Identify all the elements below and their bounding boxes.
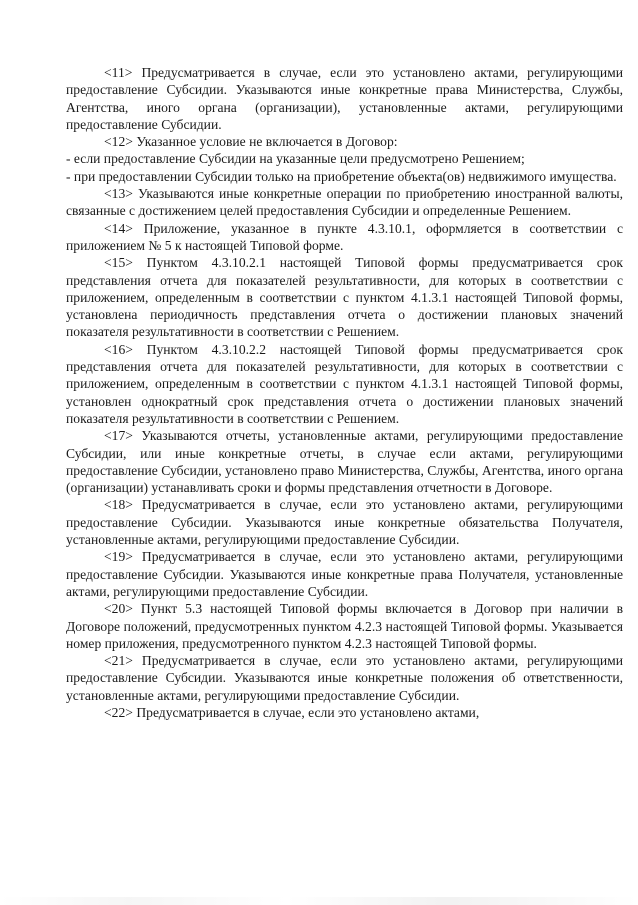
footnote-21: <21> Предусматривается в случае, если это установлено актами, регулирующими предоставление Субсидии. Указываются иные конкретные положения об ответственности, установленные актами, регулирующими предоставление Субсидии. <box>66 653 623 703</box>
footnote-12: <12> Указанное условие не включается в Договор: <box>104 134 398 150</box>
scan-edge-artifact <box>0 897 638 905</box>
footnote-11: <11> Предусматривается в случае, если это установлено актами, регулирующими предоставление Субсидии. Указываются иные конкретные права Министерства, Службы, Агентства, иного органа (организации), установленные актами, регулирующими предоставление Субсидии. <box>66 65 623 132</box>
footnote-17: <17> Указываются отчеты, установленные актами, регулирующими предоставление Субсидии, или иные конкретные отчеты, в случае если актами, регулирующими предоставление Субсидии, установлено право Министерства, Службы, Агентства, иного органа (организации) устанавливать сроки и формы представления отчетности в Договоре. <box>66 428 623 496</box>
footnote-19: <19> Предусматривается в случае, если это установлено актами, регулирующими предоставление Субсидии. Указываются иные конкретные права Получателя, установленные актами, регулирующими предоставление Субсидии. <box>66 549 623 599</box>
footnote-15: <15> Пунктом 4.3.10.2.1 настоящей Типовой формы предусматривается срок представления отчета для показателей результативности, для которых в соответствии с приложением, определенным в соответствии с пунктом 4.1.3.1 настоящей Типовой формы, установлена периодичность представления отчета о достижении плановых значений показателя результативности в соответствии с Решением. <box>66 255 623 340</box>
footnote-20: <20> Пункт 5.3 настоящей Типовой формы включается в Договор при наличии в Договоре положений, предусмотренных пунктом 4.2.3 настоящей Типовой формы. Указывается номер приложения, предусмотренного пунктом 4.2.3 настоящей Типовой формы. <box>66 601 623 651</box>
footnote-12-item-2: - при предоставлении Субсидии только на приобретение объекта(ов) недвижимого имущества. <box>66 168 617 184</box>
footnote-14: <14> Приложение, указанное в пункте 4.3.10.1, оформляется в соответствии с приложением № 5 к настоящей Типовой форме. <box>66 220 623 253</box>
footnote-16: <16> Пунктом 4.3.10.2.2 настоящей Типовой формы предусматривается срок представления отчета для показателей результативности, для которых в соответствии с приложением, определенным в соответствии с пунктом 4.1.3.1 настоящей Типовой формы, установлен однократный срок представления отчета о достижении плановых значений показателя результативности в соответствии с Решением. <box>66 341 623 426</box>
footnote-13: <13> Указываются иные конкретные операции по приобретению иностранной валюты, связанные с достижением целей предоставления Субсидии и определенные Решением. <box>66 186 623 219</box>
footnotes-text <box>66 64 623 721</box>
footnote-12-item-1: - если предоставление Субсидии на указанные цели предусмотрено Решением; <box>66 151 525 167</box>
footnote-18: <18> Предусматривается в случае, если это установлено актами, регулирующими предоставление Субсидии. Указываются иные конкретные обязательства Получателя, установленные актами, регулирующими предоставление Субсидии. <box>66 497 623 548</box>
footnote-22: <22> Предусматривается в случае, если это установлено актами, <box>104 704 480 720</box>
